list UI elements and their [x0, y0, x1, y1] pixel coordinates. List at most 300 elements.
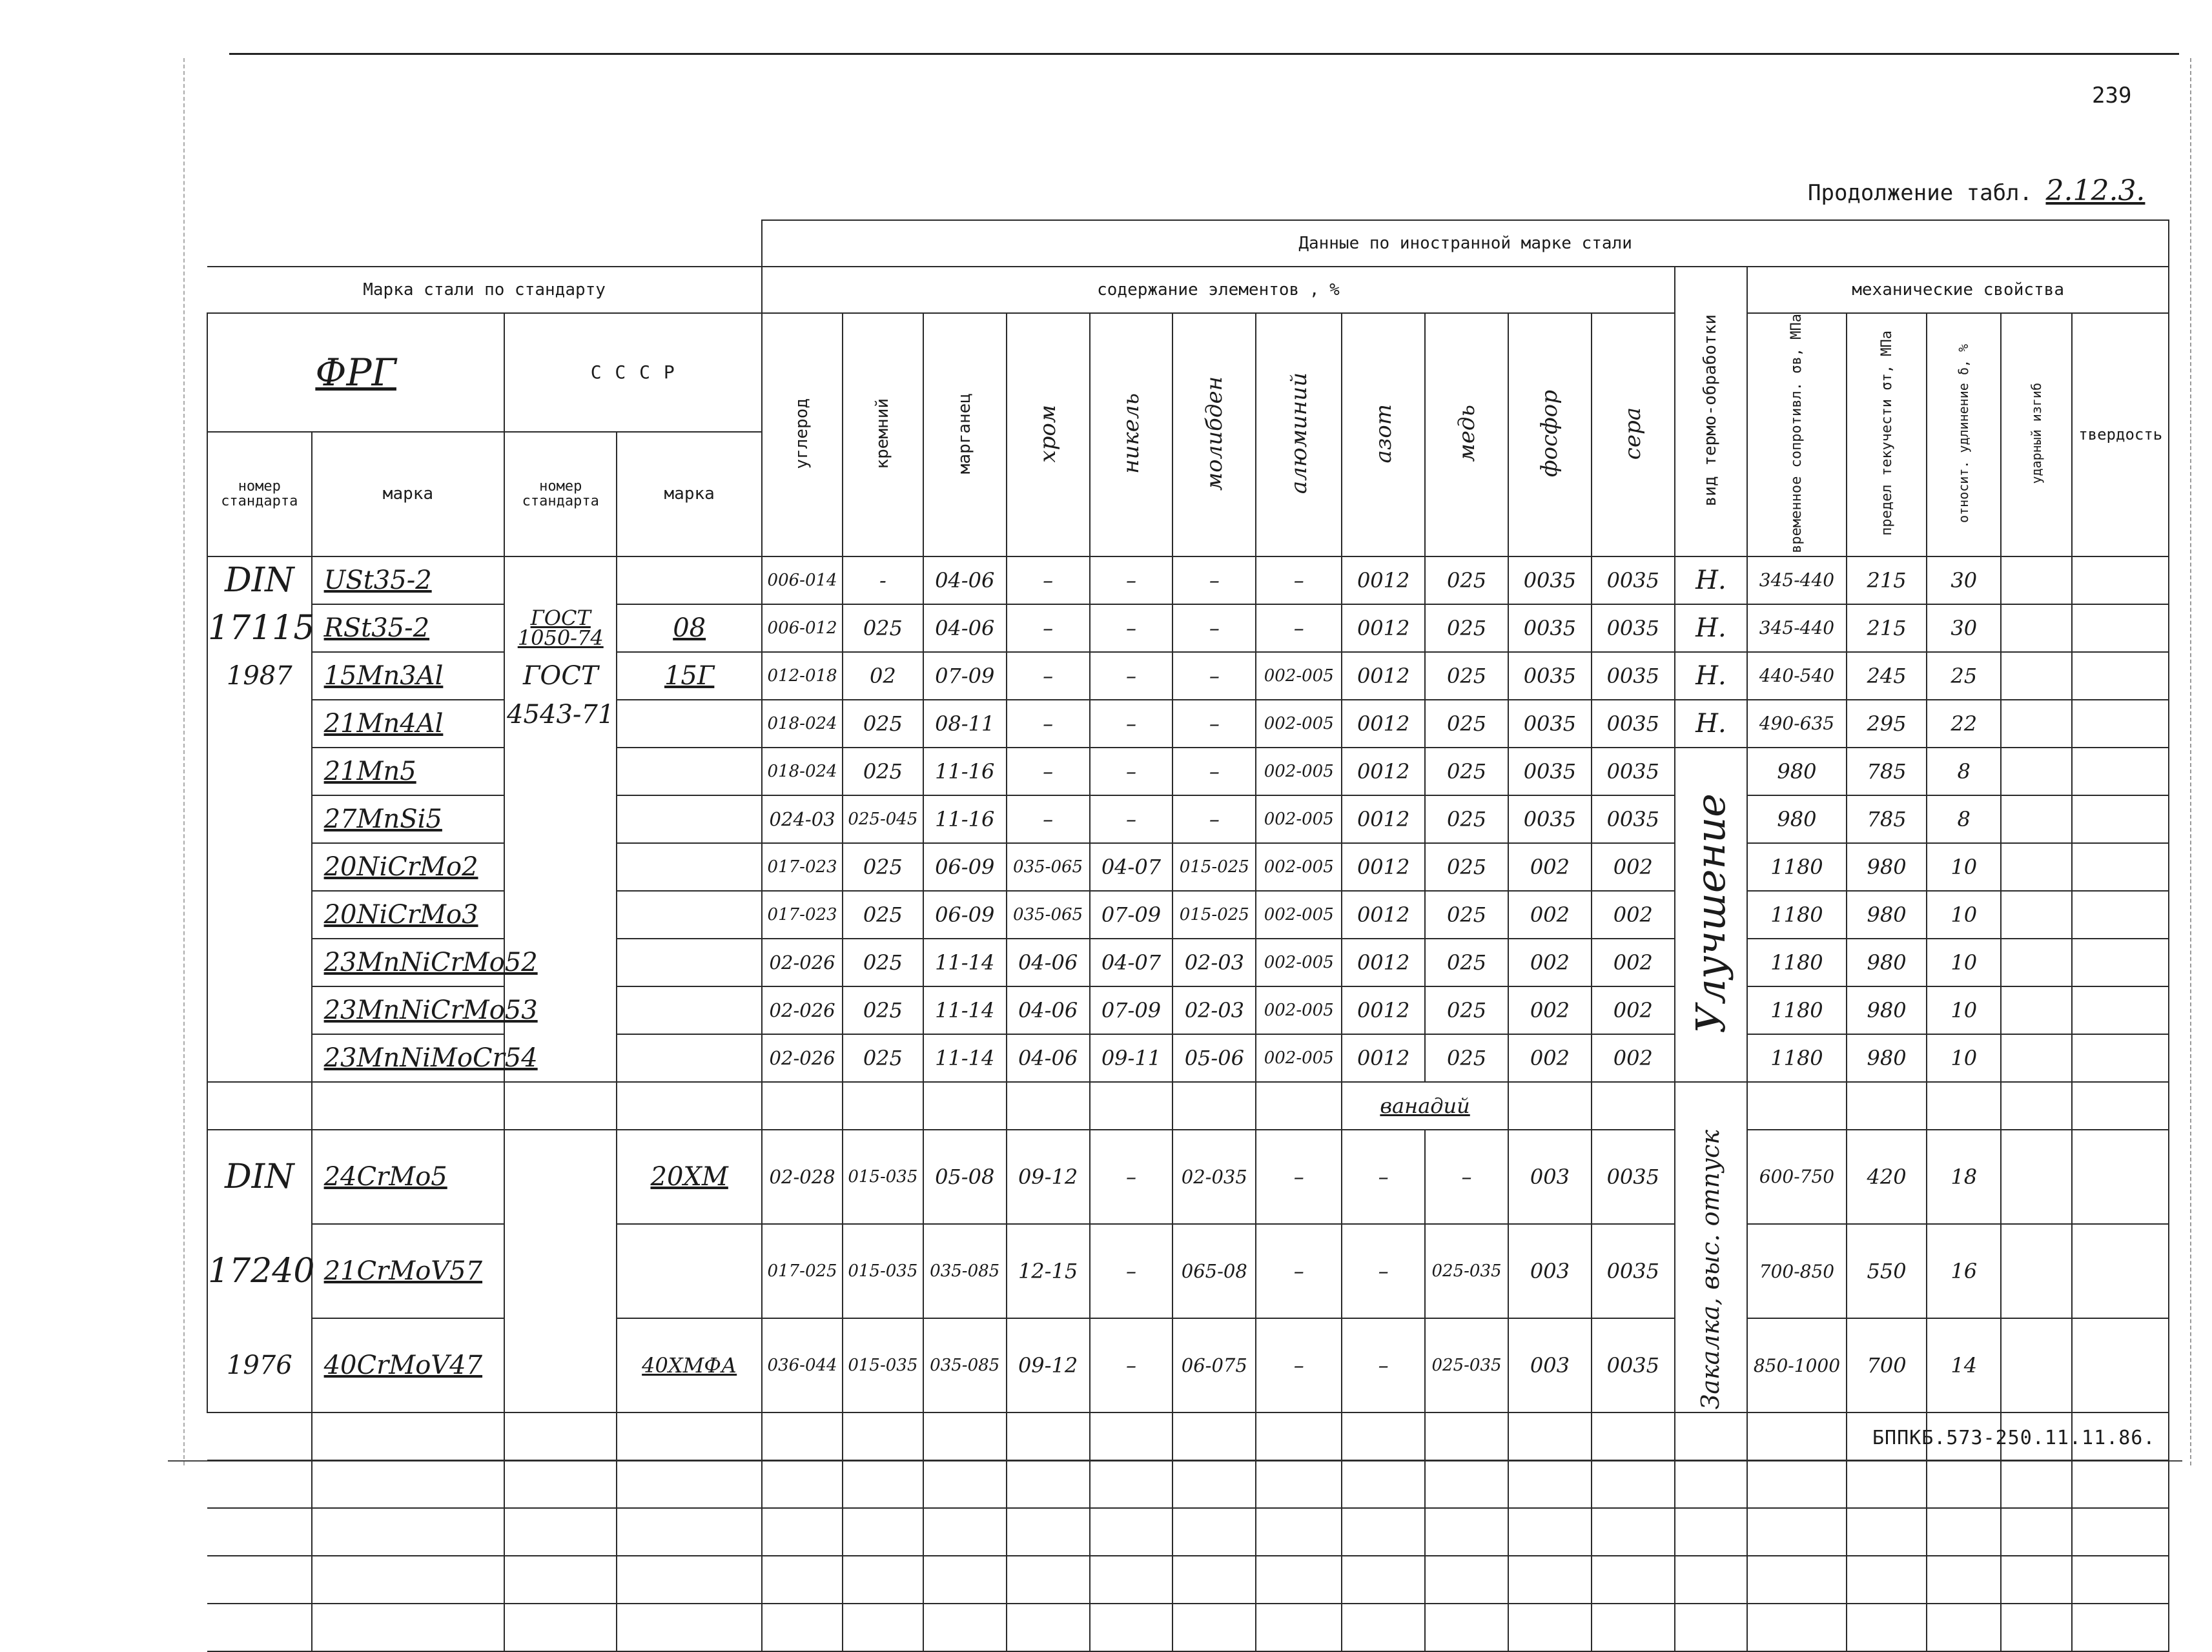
- el-phosphorus-header: фосфор: [1508, 313, 1592, 556]
- element-cell-si: 025: [843, 1034, 923, 1082]
- el-molybdenum-header: молибден: [1173, 313, 1256, 556]
- frg-grade-cell: 40CrMoV47: [312, 1318, 505, 1412]
- element-cell-al: 002-005: [1256, 652, 1342, 700]
- empty-cell: [617, 1508, 762, 1556]
- element-cell-ni: –: [1090, 556, 1173, 604]
- impact-cell: [2001, 748, 2072, 795]
- yield-cell: 980: [1847, 986, 1927, 1034]
- empty-cell: [1847, 1082, 1927, 1130]
- empty-cell: [1592, 1460, 1675, 1508]
- element-cell-p: 0035: [1508, 652, 1592, 700]
- empty-cell: [1508, 1508, 1592, 1556]
- empty-cell: [1256, 1082, 1342, 1130]
- element-cell-mn: 07-09: [923, 652, 1007, 700]
- element-cell-c: 017-025: [762, 1224, 843, 1318]
- yield-cell: 785: [1847, 795, 1927, 843]
- element-cell-cu: –: [1425, 1130, 1508, 1224]
- element-cell-mo: –: [1173, 556, 1256, 604]
- element-cell-ni: –: [1090, 748, 1173, 795]
- empty-cell: [2001, 1508, 2072, 1556]
- empty-cell: [1675, 1508, 1748, 1556]
- empty-cell: [1256, 1604, 1342, 1651]
- element-cell-cr: –: [1007, 556, 1090, 604]
- element-cell-p: 002: [1508, 843, 1592, 891]
- empty-cell: [504, 1460, 617, 1508]
- empty-cell: [1425, 1556, 1508, 1604]
- element-cell-s: 002: [1592, 939, 1675, 986]
- table-row-spacer: [207, 1082, 2169, 1130]
- element-cell-ni: –: [1090, 1130, 1173, 1224]
- continuation-caption: [1808, 174, 2145, 207]
- ussr-std-number-cell: [504, 556, 617, 604]
- empty-cell: [504, 1604, 617, 1651]
- empty-cell: [923, 1082, 1007, 1130]
- element-cell-mn: 06-09: [923, 891, 1007, 939]
- element-cell-c: 012-018: [762, 652, 843, 700]
- element-cell-cu: 025: [1425, 1034, 1508, 1082]
- tensile-cell: 1180: [1747, 891, 1846, 939]
- foreign-data-header: Данные по иностранной марке стали: [762, 220, 2169, 267]
- table-row: [207, 1034, 2169, 1082]
- impact-cell: [2001, 604, 2072, 652]
- tensile-cell: 345-440: [1747, 556, 1846, 604]
- impact-cell: [2001, 1318, 2072, 1412]
- element-cell-mo: 015-025: [1173, 843, 1256, 891]
- frg-std-number-cell: DIN: [207, 1130, 312, 1224]
- empty-cell: [1847, 1460, 1927, 1508]
- element-cell-mo: –: [1173, 748, 1256, 795]
- hardness-cell: [2072, 1224, 2169, 1318]
- empty-cell: [2072, 1082, 2169, 1130]
- hardness-cell: [2072, 1318, 2169, 1412]
- ussr-grade-header: марка: [617, 432, 762, 556]
- frg-std-number-cell: [207, 1034, 312, 1082]
- ussr-std-number-cell: [504, 1224, 617, 1318]
- hardness-cell: [2072, 891, 2169, 939]
- hardness-cell: [2072, 939, 2169, 986]
- empty-cell: [1173, 1604, 1256, 1651]
- element-cell-mo: 02-035: [1173, 1130, 1256, 1224]
- empty-cell: [1256, 1556, 1342, 1604]
- table-row: [207, 652, 2169, 700]
- header-blank: [207, 220, 762, 267]
- empty-cell: [1592, 1556, 1675, 1604]
- element-cell-mo: 015-025: [1173, 891, 1256, 939]
- empty-cell: [1508, 1460, 1592, 1508]
- empty-cell: [207, 1508, 312, 1556]
- element-cell-s: 002: [1592, 1034, 1675, 1082]
- element-cell-si: 02: [843, 652, 923, 700]
- element-cell-cu: 025: [1425, 556, 1508, 604]
- left-edge-rule: [183, 58, 185, 1465]
- elements-content-header: содержание элементов , %: [762, 267, 1675, 313]
- ussr-grade-cell: [617, 891, 762, 939]
- element-cell-n: 0012: [1342, 891, 1425, 939]
- empty-cell: [1425, 1508, 1508, 1556]
- hardness-cell: [2072, 748, 2169, 795]
- element-cell-cr: 09-12: [1007, 1318, 1090, 1412]
- element-cell-ni: 04-07: [1090, 939, 1173, 986]
- element-cell-ni: –: [1090, 1224, 1173, 1318]
- element-cell-mn: 035-085: [923, 1224, 1007, 1318]
- element-cell-cr: –: [1007, 748, 1090, 795]
- empty-cell: [1675, 1082, 1748, 1130]
- hardness-cell: [2072, 795, 2169, 843]
- element-cell-p: 002: [1508, 939, 1592, 986]
- element-cell-n: 0012: [1342, 1034, 1425, 1082]
- element-cell-mo: 02-03: [1173, 939, 1256, 986]
- empty-cell: [1747, 1460, 1846, 1508]
- element-cell-si: 025: [843, 748, 923, 795]
- el-aluminium-header: алюминий: [1256, 313, 1342, 556]
- ussr-std-number-cell: [504, 1130, 617, 1224]
- ussr-grade-cell: [617, 1224, 762, 1318]
- element-cell-s: 0035: [1592, 700, 1675, 748]
- frg-std-number-cell: [207, 891, 312, 939]
- empty-cell: [762, 1556, 843, 1604]
- ussr-header: С С С Р: [504, 313, 762, 432]
- impact-cell: [2001, 843, 2072, 891]
- empty-cell: [1425, 1604, 1508, 1651]
- element-cell-mn: 06-09: [923, 843, 1007, 891]
- empty-cell: [1090, 1556, 1173, 1604]
- element-cell-cr: 035-065: [1007, 843, 1090, 891]
- hardness-cell: [2072, 1034, 2169, 1082]
- empty-cell: [1592, 1082, 1675, 1130]
- table-row: [207, 748, 2169, 795]
- empty-cell: [2072, 1460, 2169, 1508]
- element-cell-p: 002: [1508, 891, 1592, 939]
- mech-elongation-header: относит. удлинение δ, %: [1927, 313, 2001, 556]
- yield-cell: 980: [1847, 1034, 1927, 1082]
- element-cell-c: 024-03: [762, 795, 843, 843]
- empty-cell: [923, 1412, 1007, 1460]
- impact-cell: [2001, 556, 2072, 604]
- frg-std-number-cell: [207, 939, 312, 986]
- element-cell-mn: 08-11: [923, 700, 1007, 748]
- el-nickel-header: никель: [1090, 313, 1173, 556]
- empty-cell: [1007, 1412, 1090, 1460]
- empty-cell: [312, 1412, 505, 1460]
- elongation-cell: 10: [1927, 843, 2001, 891]
- ussr-grade-cell: [617, 700, 762, 748]
- steel-grades-table: [207, 219, 2169, 1410]
- element-cell-c: 02-026: [762, 1034, 843, 1082]
- elongation-cell: 18: [1927, 1130, 2001, 1224]
- element-cell-n: 0012: [1342, 652, 1425, 700]
- element-cell-n: 0012: [1342, 795, 1425, 843]
- hardness-cell: [2072, 986, 2169, 1034]
- tensile-cell: 700-850: [1747, 1224, 1846, 1318]
- yield-cell: 215: [1847, 556, 1927, 604]
- empty-cell: [207, 1556, 312, 1604]
- element-cell-c: 036-044: [762, 1318, 843, 1412]
- empty-cell: [1927, 1508, 2001, 1556]
- element-cell-mn: 11-14: [923, 939, 1007, 986]
- element-cell-c: 02-026: [762, 939, 843, 986]
- element-cell-al: 002-005: [1256, 939, 1342, 986]
- element-cell-cr: 12-15: [1007, 1224, 1090, 1318]
- element-cell-cu: 025: [1425, 795, 1508, 843]
- mech-impact-header: ударный изгиб: [2001, 313, 2072, 556]
- empty-cell: [762, 1604, 843, 1651]
- empty-cell: [1342, 1460, 1425, 1508]
- tensile-cell: 1180: [1747, 843, 1846, 891]
- empty-cell: [1256, 1508, 1342, 1556]
- element-cell-n: –: [1342, 1318, 1425, 1412]
- frg-grade-cell: 21Mn5: [312, 748, 505, 795]
- element-cell-c: 02-028: [762, 1130, 843, 1224]
- empty-cell: [1592, 1412, 1675, 1460]
- element-cell-p: 003: [1508, 1318, 1592, 1412]
- empty-cell: [504, 1082, 617, 1130]
- empty-cell: [1342, 1556, 1425, 1604]
- treat-quench-label: Закалка, выс. отпуск: [1696, 1129, 1725, 1410]
- empty-cell: [923, 1604, 1007, 1651]
- table-row: [207, 604, 2169, 652]
- element-cell-si: -: [843, 556, 923, 604]
- frg-std-number-cell: 17240: [207, 1224, 312, 1318]
- impact-cell: [2001, 1130, 2072, 1224]
- empty-cell: [843, 1460, 923, 1508]
- element-cell-c: 018-024: [762, 700, 843, 748]
- element-cell-c: 018-024: [762, 748, 843, 795]
- element-cell-si: 025: [843, 986, 923, 1034]
- elongation-cell: 30: [1927, 604, 2001, 652]
- heat-treatment-improve-cell: [1675, 748, 1748, 1082]
- frg-grade-cell: 15Mn3Al: [312, 652, 505, 700]
- empty-cell: [1675, 1604, 1748, 1651]
- yield-cell: 980: [1847, 843, 1927, 891]
- empty-cell: [843, 1508, 923, 1556]
- empty-cell: [1342, 1508, 1425, 1556]
- top-rule: [229, 53, 2179, 55]
- element-cell-s: 0035: [1592, 604, 1675, 652]
- impact-cell: [2001, 652, 2072, 700]
- yield-cell: 980: [1847, 939, 1927, 986]
- element-cell-n: 0012: [1342, 604, 1425, 652]
- frg-std-number-cell: DIN: [207, 556, 312, 604]
- element-cell-al: 002-005: [1256, 700, 1342, 748]
- footer-code: БППКБ.573-250.11.11.86.: [1872, 1427, 2156, 1449]
- empty-cell: [1342, 1082, 1508, 1130]
- element-cell-cu: 025: [1425, 604, 1508, 652]
- element-cell-mn: 11-14: [923, 1034, 1007, 1082]
- empty-cell: [1007, 1556, 1090, 1604]
- elongation-cell: 10: [1927, 939, 2001, 986]
- element-cell-cu: 025: [1425, 986, 1508, 1034]
- empty-cell: [1173, 1556, 1256, 1604]
- element-cell-mn: 04-06: [923, 604, 1007, 652]
- element-cell-si: 025: [843, 700, 923, 748]
- ussr-std-number-cell: [504, 843, 617, 891]
- element-cell-mn: 04-06: [923, 556, 1007, 604]
- element-cell-cu: 025: [1425, 700, 1508, 748]
- hardness-cell: [2072, 652, 2169, 700]
- table-row: [207, 986, 2169, 1034]
- yield-cell: 980: [1847, 891, 1927, 939]
- elongation-cell: 25: [1927, 652, 2001, 700]
- element-cell-s: 0035: [1592, 748, 1675, 795]
- element-cell-cu: 025-035: [1425, 1224, 1508, 1318]
- element-cell-al: –: [1256, 1130, 1342, 1224]
- element-cell-al: 002-005: [1256, 843, 1342, 891]
- elongation-cell: 14: [1927, 1318, 2001, 1412]
- ussr-std-number-cell: [504, 1318, 617, 1412]
- empty-cell: [1007, 1508, 1090, 1556]
- empty-cell: [923, 1508, 1007, 1556]
- frg-std-number-header: номер стандарта: [207, 432, 312, 556]
- element-cell-cr: 04-06: [1007, 939, 1090, 986]
- empty-cell: [1747, 1412, 1846, 1460]
- element-cell-al: 002-005: [1256, 795, 1342, 843]
- empty-cell: [2072, 1508, 2169, 1556]
- element-cell-cu: 025: [1425, 748, 1508, 795]
- frg-grade-cell: 23MnNiCrMo53: [312, 986, 505, 1034]
- element-cell-s: 0035: [1592, 652, 1675, 700]
- tensile-cell: 600-750: [1747, 1130, 1846, 1224]
- frg-std-number-cell: 17115: [207, 604, 312, 652]
- empty-cell: [1927, 1604, 2001, 1651]
- element-cell-mo: 06-075: [1173, 1318, 1256, 1412]
- empty-cell: [1342, 1604, 1425, 1651]
- element-cell-al: –: [1256, 1224, 1342, 1318]
- element-cell-mo: –: [1173, 604, 1256, 652]
- frg-grade-cell: RSt35-2: [312, 604, 505, 652]
- empty-cell: [843, 1412, 923, 1460]
- ussr-grade-cell: [617, 843, 762, 891]
- yield-cell: 700: [1847, 1318, 1927, 1412]
- element-cell-n: 0012: [1342, 556, 1425, 604]
- empty-cell: [504, 1556, 617, 1604]
- element-cell-ni: –: [1090, 604, 1173, 652]
- element-cell-cr: –: [1007, 652, 1090, 700]
- empty-cell: [1425, 1412, 1508, 1460]
- tensile-cell: 345-440: [1747, 604, 1846, 652]
- element-cell-si: 025: [843, 939, 923, 986]
- element-cell-s: 002: [1592, 843, 1675, 891]
- element-cell-c: 006-014: [762, 556, 843, 604]
- element-cell-si: 025: [843, 843, 923, 891]
- frg-grade-header: марка: [312, 432, 505, 556]
- element-cell-p: 003: [1508, 1224, 1592, 1318]
- ussr-std-number-cell: [504, 748, 617, 795]
- vanadium-label: ванадий: [1380, 1093, 1470, 1118]
- empty-cell: [843, 1604, 923, 1651]
- element-cell-p: 003: [1508, 1130, 1592, 1224]
- table-row: [207, 1224, 2169, 1318]
- empty-cell: [923, 1556, 1007, 1604]
- impact-cell: [2001, 986, 2072, 1034]
- element-cell-mn: 11-14: [923, 986, 1007, 1034]
- empty-cell: [1007, 1082, 1090, 1130]
- tensile-cell: 490-635: [1747, 700, 1846, 748]
- el-carbon-header: углерод: [762, 313, 843, 556]
- ussr-grade-cell: 15Г: [617, 652, 762, 700]
- heat-treatment-cell: Н.: [1675, 604, 1748, 652]
- ussr-grade-cell: [617, 986, 762, 1034]
- elongation-cell: 30: [1927, 556, 2001, 604]
- element-cell-n: 0012: [1342, 986, 1425, 1034]
- hardness-cell: [2072, 556, 2169, 604]
- empty-cell: [1090, 1412, 1173, 1460]
- empty-cell: [762, 1412, 843, 1460]
- empty-cell: [1847, 1604, 1927, 1651]
- tensile-cell: 1180: [1747, 939, 1846, 986]
- heat-treatment-cell: Н.: [1675, 652, 1748, 700]
- ussr-std-number-cell: ГОСТ 1050-74: [504, 604, 617, 652]
- elongation-cell: 8: [1927, 748, 2001, 795]
- empty-cell: [1747, 1556, 1846, 1604]
- empty-cell: [1090, 1460, 1173, 1508]
- frg-grade-cell: USt35-2: [312, 556, 505, 604]
- element-cell-al: –: [1256, 1318, 1342, 1412]
- impact-cell: [2001, 891, 2072, 939]
- empty-cell: [843, 1082, 923, 1130]
- yield-cell: 420: [1847, 1130, 1927, 1224]
- continuation-table-number: 2.12.3.: [2045, 174, 2145, 207]
- tensile-cell: 850-1000: [1747, 1318, 1846, 1412]
- element-cell-s: 002: [1592, 891, 1675, 939]
- element-cell-mn: 035-085: [923, 1318, 1007, 1412]
- empty-cell: [1508, 1556, 1592, 1604]
- empty-cell: [617, 1460, 762, 1508]
- frg-grade-cell: 23MnNiMoCr54: [312, 1034, 505, 1082]
- empty-cell: [312, 1460, 505, 1508]
- element-cell-mo: 05-06: [1173, 1034, 1256, 1082]
- element-cell-mo: –: [1173, 795, 1256, 843]
- frg-grade-cell: 21CrMoV57: [312, 1224, 505, 1318]
- table-row: [207, 556, 2169, 604]
- empty-cell: [1847, 1556, 1927, 1604]
- impact-cell: [2001, 1224, 2072, 1318]
- element-cell-cr: 09-12: [1007, 1130, 1090, 1224]
- empty-cell: [504, 1412, 617, 1460]
- element-cell-cr: –: [1007, 604, 1090, 652]
- element-cell-c: 006-012: [762, 604, 843, 652]
- empty-cell: [2072, 1604, 2169, 1651]
- empty-cell: [312, 1508, 505, 1556]
- frg-std-number-cell: [207, 700, 312, 748]
- mech-yield-header: предел текучести σт, МПа: [1847, 313, 1927, 556]
- empty-cell: [2001, 1556, 2072, 1604]
- heat-treatment-quench-cell: [1675, 1130, 1748, 1412]
- empty-cell: [762, 1460, 843, 1508]
- frg-std-number-cell: [207, 748, 312, 795]
- element-cell-p: 002: [1508, 986, 1592, 1034]
- table-row-empty: [207, 1508, 2169, 1556]
- empty-cell: [1592, 1604, 1675, 1651]
- element-cell-cu: 025: [1425, 891, 1508, 939]
- element-cell-ni: –: [1090, 700, 1173, 748]
- empty-cell: [312, 1604, 505, 1651]
- element-cell-p: 002: [1508, 1034, 1592, 1082]
- empty-cell: [1747, 1082, 1846, 1130]
- empty-cell: [2001, 1604, 2072, 1651]
- yield-cell: 295: [1847, 700, 1927, 748]
- empty-cell: [1173, 1460, 1256, 1508]
- element-cell-cu: 025: [1425, 652, 1508, 700]
- empty-cell: [504, 1508, 617, 1556]
- elongation-cell: 10: [1927, 891, 2001, 939]
- empty-cell: [1747, 1508, 1846, 1556]
- element-cell-al: –: [1256, 604, 1342, 652]
- element-cell-c: 017-023: [762, 891, 843, 939]
- hardness-cell: [2072, 604, 2169, 652]
- treat-improve-label: Улучшение: [1687, 793, 1735, 1034]
- frg-grade-cell: 20NiCrMo3: [312, 891, 505, 939]
- element-cell-si: 025: [843, 604, 923, 652]
